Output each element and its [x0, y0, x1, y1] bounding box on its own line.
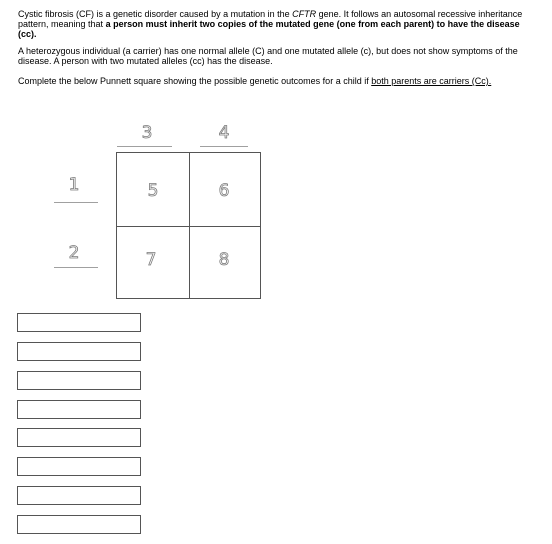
answer-field-7[interactable]: [17, 486, 141, 505]
answer-field-4[interactable]: [17, 400, 141, 419]
row-label-2-line: [54, 267, 98, 268]
intro-text: gene. It follows an autosomal recessive inheritance pattern, meaning that: [18, 9, 523, 29]
answer-field-2[interactable]: [17, 342, 141, 361]
intro-paragraph-2: A heterozygous individual (a carrier) has one normal allele (C) and one mutated allele (c), but does not show symptoms of the disease. A person with two mutated alleles (cc) has the disease.: [18, 46, 518, 66]
col-label-2: 4: [218, 123, 230, 143]
answer-field-8[interactable]: [17, 515, 141, 534]
row-label-2: 2: [68, 243, 80, 263]
cell-3: 7: [145, 250, 157, 270]
intro-paragraph-1: [18, 9, 538, 39]
grid-divider-horizontal: [117, 226, 260, 227]
answer-field-6[interactable]: [17, 457, 141, 476]
row-label-1: 1: [68, 175, 80, 195]
instruction-text: Complete the below Punnett square showing the possible genetic outcomes for a child if: [18, 76, 372, 86]
punnett-square: [116, 152, 261, 299]
intro-text: Cystic fibrosis (CF) is a genetic disorder caused by a mutation in the: [18, 9, 293, 19]
col-label-2-line: [200, 146, 248, 147]
col-label-1: 3: [141, 123, 153, 143]
row-label-1-line: [54, 202, 98, 203]
cell-2: 6: [218, 181, 230, 201]
gene-name: CFTR: [292, 9, 317, 19]
instruction-paragraph: [18, 76, 538, 86]
answer-field-1[interactable]: [17, 313, 141, 332]
col-label-1-line: [117, 146, 172, 147]
cell-4: 8: [218, 250, 230, 270]
carriers-link: both parents are carriers (Cc).: [371, 76, 492, 86]
answer-field-3[interactable]: [17, 371, 141, 390]
answer-field-5[interactable]: [17, 428, 141, 447]
intro-bold-text: a person must inherit two copies of the mutated gene (one from each parent) to have the disease (cc).: [18, 19, 520, 39]
cell-1: 5: [147, 181, 159, 201]
